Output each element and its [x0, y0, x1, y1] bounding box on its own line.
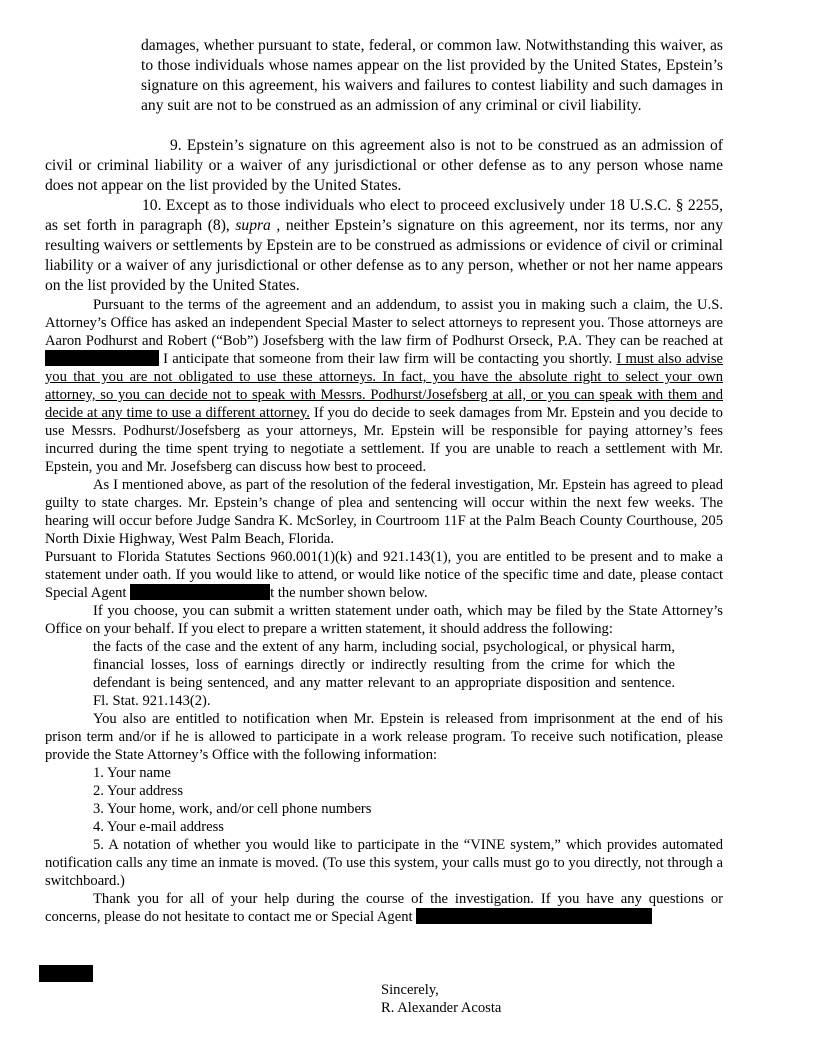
- underlined-advisory: I must also advise you that you are not obligated to use these attorneys. In fact, you have the absolute right to select your own attorney, so you can decide not to speak with Messrs. Podhurst/Josefsberg at all, or you can speak with them and decide at any time to use a different attorney.: [45, 351, 723, 421]
- agreement-paragraph-8-end: damages, whether pursuant to state, federal, or common law. Notwithstanding this waiver, as to those individuals whose names appear on the list provided by the United States, Epstein’s signature on this agreement, his waivers and failures to contest liability and such damages in any suit are not to be construed as an admission of any criminal or civil liability.: [141, 37, 723, 114]
- redaction-box: [45, 350, 159, 366]
- letter-body: [45, 296, 723, 926]
- signature-block: [381, 981, 501, 1017]
- statute-paragraph: Pursuant to Florida Statutes Sections 960.001(1)(k) and 921.143(1), you are entitled to be present and to make a statement under oath. If you would like to attend, or would like notice of the specific time and date, please contact Special Agent t the number shown below.: [45, 549, 723, 601]
- info-list-item: 1. Your name: [93, 765, 171, 781]
- agreement-paragraph-10: 10. Except as to those individuals who elect to proceed exclusively under 18 U.S.C. § 2255, as set forth in paragraph (8), supra , neither Epstein’s signature on this agreement, nor its terms, nor any resulting waivers or settlements by Epstein are to be construed as admissions or evidence of civil or criminal liability or a waiver of any jurisdictional or other defense as to any person, whether or not her name appears on the list provided by the United States.: [45, 197, 723, 294]
- supra-italic: supra: [235, 217, 271, 234]
- redaction-box: [416, 908, 652, 924]
- redaction-box: [130, 584, 270, 600]
- closing-paragraph: Thank you for all of your help during the course of the investigation. If you have any questions or concerns, please do not hesitate to contact me or Special Agent: [45, 891, 723, 925]
- info-list-item: 3. Your home, work, and/or cell phone numbers: [93, 801, 372, 817]
- notification-paragraph: You also are entitled to notification when Mr. Epstein is released from imprisonment at the end of his prison term and/or if he is allowed to participate in a work release program. To receive such notification, please provide the State Attorney’s Office with the following information:: [45, 711, 723, 763]
- agreement-paragraph-9: 9. Epstein’s signature on this agreement also is not to be construed as an admission of civil or criminal liability or a waiver of any jurisdictional or other defense as to any person whose name does not appear on the list provided by the United States.: [45, 137, 723, 194]
- redaction-box: [39, 965, 93, 982]
- attorneys-paragraph: Pursuant to the terms of the agreement and an addendum, to assist you in making such a claim, the U.S. Attorney’s Office has asked an independent Special Master to select attorneys to represent you. Those attorneys are Aaron Podhurst and Robert (“Bob”) Josefsberg with the law firm of Podhurst Orseck, P.A. They can be reached at I anticipate that someone from their law firm will be contacting you shortly. I must also advise you that you are not obligated to use these attorneys. In fact, you have the absolute right to select your own attorney, so you can decide not to speak with Messrs. Podhurst/Josefsberg at all, or you can speak with them and decide at any time to use a different attorney. If you do decide to seek damages from Mr. Epstein and you decide to use Messrs. Podhurst/Josefsberg as your attorneys, Mr. Epstein will be responsible for paying attorney’s fees incurred during the time spent trying to negotiate a settlement. If you are unable to reach a settlement with Mr. Epstein, you and Mr. Josefsberg can discuss how best to proceed.: [45, 297, 723, 475]
- vine-list-item: 5. A notation of whether you would like to participate in the “VINE system,” which provides automated notification calls any time an inmate is moved. (To use this system, your calls must go to you directly, not through a switchboard.): [45, 837, 723, 889]
- signer-name: R. Alexander Acosta: [381, 1000, 502, 1016]
- info-list-item: 2. Your address: [93, 783, 183, 799]
- plea-paragraph: As I mentioned above, as part of the resolution of the federal investigation, Mr. Epstein has agreed to plead guilty to state charges. Mr. Epstein’s change of plea and sentencing will occur within the next few weeks. The hearing will occur before Judge Sandra K. McSorley, in Courtroom 11F at the Palm Beach County Courthouse, 205 North Dixie Highway, West Palm Beach, Florida.: [45, 477, 723, 547]
- written-statement-paragraph: If you choose, you can submit a written statement under oath, which may be filed by the State Attorney’s Office on your behalf. If you elect to prepare a written statement, it should address the following:: [45, 603, 723, 637]
- closing-salutation: Sincerely,: [381, 982, 439, 998]
- statement-block-quote: the facts of the case and the extent of any harm, including social, psychological, or physical harm, financial losses, loss of earnings directly or indirectly resulting from the crime for which the defendant is being sentenced, and any matter relevant to an appropriate disposition and sentence. Fl. Stat. 921.143(2).: [93, 639, 675, 709]
- info-list-item: 4. Your e-mail address: [93, 819, 224, 835]
